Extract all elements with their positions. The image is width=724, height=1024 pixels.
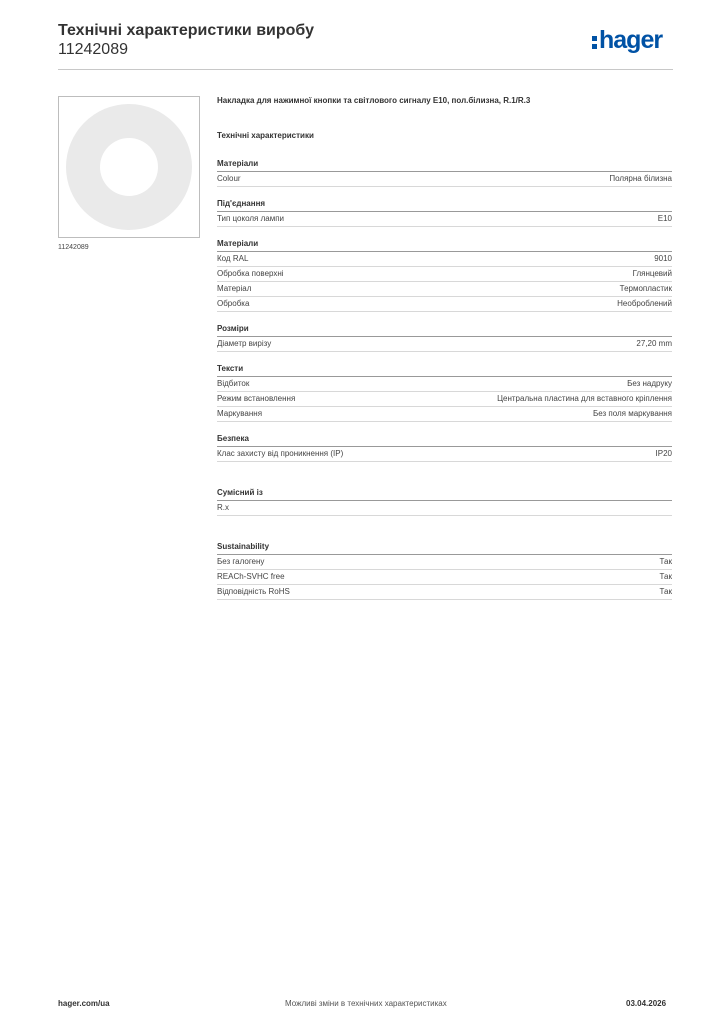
spec-value: 9010 <box>654 254 672 263</box>
logo-text: hager <box>599 26 663 54</box>
group-title-compatible: Сумісний із <box>217 488 672 501</box>
product-code: 11242089 <box>58 41 128 58</box>
spec-label: Режим встановлення <box>217 394 296 403</box>
spec-row <box>217 585 672 600</box>
footer-website-link[interactable]: hager.com/ua <box>58 999 110 1008</box>
spec-row <box>217 267 672 282</box>
group-title-dimensions: Розміри <box>217 324 672 337</box>
image-caption: 11242089 <box>58 244 89 251</box>
hager-logo <box>592 28 662 53</box>
spec-label: Відбиток <box>217 379 250 388</box>
group-title-materials-2: Матеріали <box>217 239 672 252</box>
spec-label: Відповідність RoHS <box>217 587 290 596</box>
spec-row <box>217 282 672 297</box>
group-title-texts: Тексти <box>217 364 672 377</box>
spec-row <box>217 501 672 516</box>
spec-value: Так <box>659 572 672 581</box>
spec-label: Обробка поверхні <box>217 269 284 278</box>
spec-label: R.x <box>217 503 229 512</box>
spec-row <box>217 555 672 570</box>
spec-value: Без поля маркування <box>592 409 672 418</box>
spec-content <box>217 96 672 600</box>
group-title-sustainability: Sustainability <box>217 542 672 555</box>
spec-row <box>217 172 672 187</box>
spec-row <box>217 252 672 267</box>
spec-row <box>217 570 672 585</box>
spec-label: Обробка <box>217 299 250 308</box>
spec-row <box>217 377 672 392</box>
spec-row <box>217 337 672 352</box>
product-ring-image <box>64 102 194 232</box>
spec-value: Без надруку <box>627 379 672 388</box>
spec-label: Матеріал <box>217 284 252 293</box>
footer-disclaimer: Можливі зміни в технічних характеристиках <box>285 999 447 1008</box>
group-title-materials: Матеріали <box>217 159 672 172</box>
spec-label: Діаметр вирізу <box>217 339 272 348</box>
spec-value: Термопластик <box>619 284 672 293</box>
header-divider <box>58 69 673 70</box>
spec-value: E10 <box>657 214 672 223</box>
spec-label: REACh-SVHC free <box>217 572 285 581</box>
product-title: Накладка для нажимної кнопки та світлового сигналу E10, пол.білизна, R.1/R.3 <box>217 96 531 105</box>
page-title: Технічні характеристики виробу <box>58 22 314 39</box>
group-title-safety: Безпека <box>217 434 672 447</box>
spec-value: Так <box>659 557 672 566</box>
spec-value: Так <box>659 587 672 596</box>
group-title-connection: Під'єднання <box>217 199 672 212</box>
spec-label: Colour <box>217 174 241 183</box>
spec-label: Клас захисту від проникнення (IP) <box>217 449 344 458</box>
product-image-frame <box>58 96 200 238</box>
spec-label: Маркування <box>217 409 263 418</box>
spec-value: IP20 <box>655 449 672 458</box>
spec-value: Полярна білизна <box>609 174 672 183</box>
spec-value: Центральна пластина для вставного кріплення <box>497 394 672 403</box>
section-heading: Технічні характеристики <box>217 131 314 140</box>
spec-label: Без галогену <box>217 557 265 566</box>
spec-row <box>217 392 672 407</box>
footer-date: 03.04.2026 <box>626 999 667 1008</box>
spec-row <box>217 297 672 312</box>
spec-value: Необроблений <box>617 299 672 308</box>
spec-value: 27,20 mm <box>636 339 672 348</box>
spec-row <box>217 407 672 422</box>
spec-row <box>217 212 672 227</box>
logo-dots-icon <box>592 36 597 52</box>
spec-label: Код RAL <box>217 254 249 263</box>
spec-row <box>217 447 672 462</box>
spec-label: Тип цоколя лампи <box>217 214 285 223</box>
spec-value: Глянцевий <box>632 269 672 278</box>
